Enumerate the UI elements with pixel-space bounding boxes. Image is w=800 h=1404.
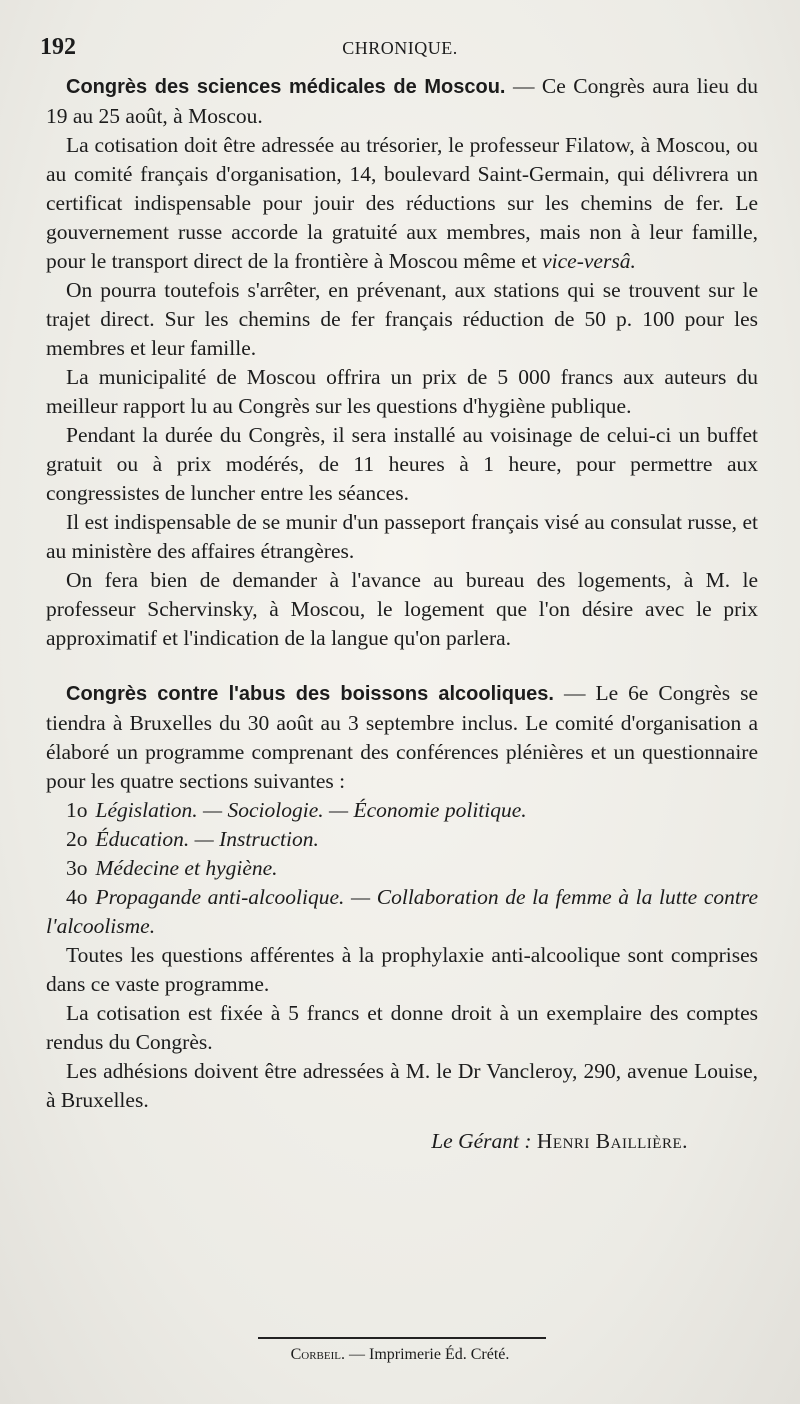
- section-label: Éducation. — Instruction.: [95, 827, 319, 851]
- moscou-paragraph-7: On fera bien de demander à l'avance au bureau des logements, à M. le professeur Schervinsky, à Moscou, le logement que l'on désire avec le prix approximatif et l'indication de la langue qu'on parlera.: [46, 568, 758, 650]
- printer-separator: —: [345, 1346, 369, 1363]
- alcool-paragraph-3: La cotisation est fixée à 5 francs et donne droit à un exemplaire des comptes rendus du Congrès.: [46, 1001, 758, 1054]
- alcool-intro: — Le 6e Congrès se tiendra à Bruxelles du 30 août au 3 septembre inclus. Le comité d'organisation a élaboré un programme comprenant des conférences plénières et un questionnaire pour les quatre sections suivantes :: [46, 681, 758, 793]
- moscou-intro: — Ce Congrès aura lieu du 19 au 25 août, à Moscou.: [46, 74, 759, 128]
- printer-line: [0, 1346, 800, 1364]
- list-item: [46, 854, 758, 883]
- moscou-p2-text: La cotisation doit être adressée au trésorier, le professeur Filatow, à Moscou, ou au comité français d'organisation, 14, boulevard Saint-Germain, qui délivrera un certificat indispensable pour jouir des réductions sur les chemins de fer. Le gouvernement russe accorde la gratuité aux membres, mais non à leur famille, pour le transport direct de la frontière à Moscou même et: [46, 133, 758, 273]
- signature-label: Le Gérant :: [431, 1129, 532, 1153]
- moscou-paragraph-1: [46, 72, 758, 131]
- section-label: Médecine et hygiène.: [95, 856, 278, 880]
- moscou-paragraph-2: [46, 131, 758, 276]
- section-number: 4o: [66, 885, 88, 909]
- moscou-title: Congrès des sciences médicales de Moscou.: [66, 76, 506, 98]
- alcool-paragraph-4: Les adhésions doivent être adressées à M. le Dr Vancleroy, 290, avenue Louise, à Bruxelles.: [46, 1059, 758, 1112]
- section-number: 1o: [66, 798, 88, 822]
- signature: [46, 1127, 758, 1156]
- list-item: [46, 825, 758, 854]
- moscou-paragraph-3: On pourra toutefois s'arrêter, en prévenant, aux stations qui se trouvent sur le trajet direct. Sur les chemins de fer français réduction de 50 p. 100 pour les membres et leur famille.: [46, 278, 758, 360]
- alcool-paragraph-2: Toutes les questions afférentes à la prophylaxie anti-alcoolique sont comprises dans ce vaste programme.: [46, 943, 758, 996]
- alcool-paragraph-1: [46, 679, 758, 796]
- page-number: 192: [40, 34, 76, 60]
- page-header: [40, 34, 760, 64]
- body-text: [46, 72, 758, 1156]
- section-number: 3o: [66, 856, 88, 880]
- moscou-paragraph-6: Il est indispensable de se munir d'un passeport français visé au consulat russe, et au ministère des affaires étrangères.: [46, 510, 758, 563]
- section-number: 2o: [66, 827, 88, 851]
- moscou-paragraph-5: Pendant la durée du Congrès, il sera installé au voisinage de celui-ci un buffet gratuit ou à prix modérés, de 11 heures à 1 heure, pour permettre aux congressistes de luncher entre les séances.: [46, 423, 758, 505]
- printer-city: Corbeil.: [290, 1346, 345, 1363]
- list-item: [46, 883, 758, 941]
- section-label: Propagande anti-alcoolique. — Collaboration de la femme à la lutte contre l'alcoolisme.: [46, 885, 758, 938]
- list-item: [46, 796, 758, 825]
- signature-name: Henri Baillière.: [536, 1129, 688, 1153]
- footer-rule: [258, 1337, 546, 1339]
- moscou-paragraph-4: La municipalité de Moscou offrira un prix de 5 000 francs aux auteurs du meilleur rapport lu au Congrès sur les questions d'hygiène publique.: [46, 365, 758, 418]
- moscou-p2-italic: vice-versâ.: [542, 249, 636, 273]
- alcool-title: Congrès contre l'abus des boissons alcooliques.: [66, 683, 554, 705]
- alcool-sections-list: [46, 796, 758, 941]
- printer-name: Imprimerie Éd. Crété.: [369, 1346, 510, 1363]
- running-head: CHRONIQUE.: [342, 38, 458, 58]
- section-label: Législation. — Sociologie. — Économie politique.: [95, 798, 527, 822]
